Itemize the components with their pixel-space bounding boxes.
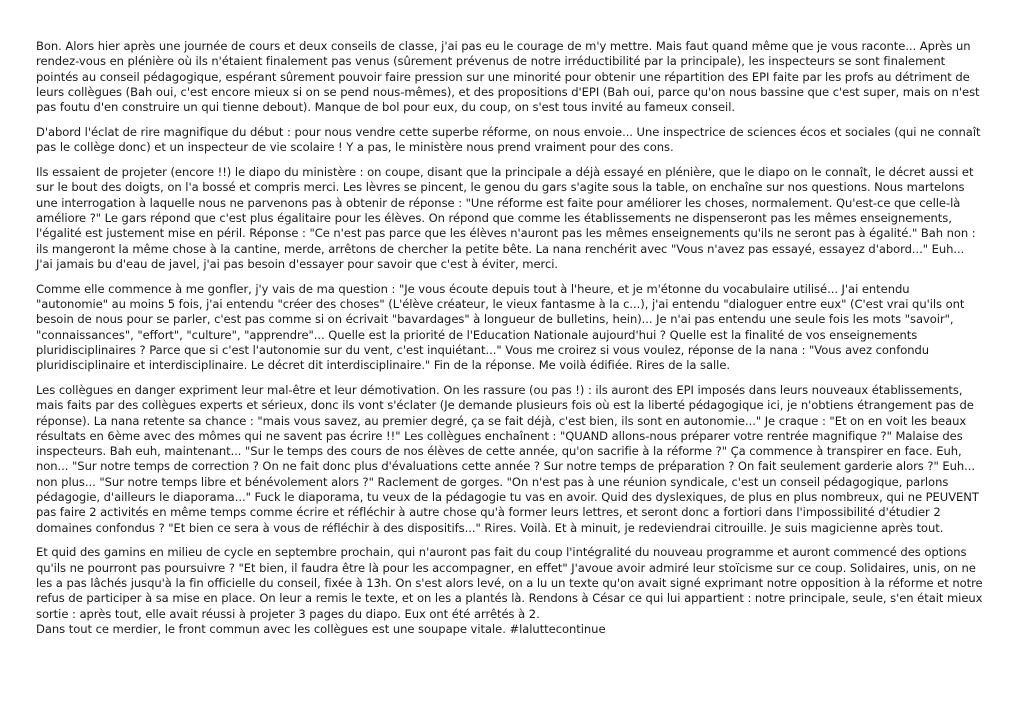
paragraph-inspectors: D'abord l'éclat de rire magnifique du début : pour nous vendre cette superbe réforme, on nous envoie... Une inspectrice de sciences écos et sociales (qui ne connaît pas le collège donc) et un inspecteur de vie scolaire ! Y a pas, le ministère nous prend vraiment pour des cons. (36, 124, 981, 155)
paragraph-diapo: Ils essaient de projeter (encore !!) le diapo du ministère : on coupe, disant que la principale a déjà essayé en plénière, que le diapo on le connaît, le décret aussi et sur le bout des doigts, on l'a bossé et compris merci. Les lèvres se pincent, le genou du gars s'agite sous la table, on enchaîne sur nos questions. Nous martelons une interrogation à laquelle nous ne parvenons pas à obtenir de réponse : "Une réforme est faite pour améliorer les choses, normalement. Qu'est-ce que celle-là améliore ?" Le gars répond que c'est plus égalitaire pour les élèves. On répond que comme les établissements ne dispenseront pas les mêmes enseignements, l'égalité est justement mise en péril. Réponse : "Ce n'est pas parce que les élèves n'auront pas les mêmes enseignements qu'ils ne seront pas à égalité." Bah non : ils mangeront la même chose à la cantine, merde, arrêtons de chercher la petite bête. La nana renchérit avec "Vous n'avez pas essayé, essayez d'abord..." Euh... J'ai jamais bu d'eau de javel, j'ai pas besoin d'essayer pour savoir que c'est à éviter, merci. (36, 165, 976, 271)
paragraph-intro: Bon. Alors hier après une journée de cours et deux conseils de classe, j'ai pas eu le courage de m'y mettre. Mais faut quand même que je vous raconte... Après un rendez-vous en plénière où ils n'étaient finalement pas venus (sûrement prévenus de notre irréductibilité par la principale), les inspecteurs se sont finalement pointés au conseil pédagogique, espérant sûrement pouvoir faire pression sur une minorité pour obtenir une répartition des EPI faite par les profs au détriment de leurs collègues (Bah oui, c'est encore mieux si on se pend nous-mêmes), et des propositions d'EPI (Bah oui, parce qu'on nous bassine que c'est super, mais on n'est pas foutu d'en construire un qui tienne debout). Manque de bol pour eux, du coup, on s'est tous invité au fameux conseil. (36, 39, 980, 115)
paragraph-conclusion: Et quid des gamins en milieu de cycle en septembre prochain, qui n'auront pas fait du coup l'intégralité du nouveau programme et auront commencé des options qu'ils ne pourront pas poursuivre ? "Et bien, il faudra être là pour les accompagner, en effet" J'avoue avoir admiré leur stoïcisme sur ce coup. Solidaires, unis, on ne les a pas lâchés jusqu'à la fin officielle du conseil, fixée à 13h. On s'est alors levé, on a lu un texte qu'on avait signé exprimant notre opposition à la réforme et notre refus de participer à sa mise en place. On leur a remis le texte, et on les a plantés là. Rendons à César ce qui lui appartient : notre principale, seule, s'en était mieux sortie : après tout, elle avait réussi à projeter 3 pages du diapo. Eux ont été arrêtés à 2. (36, 545, 983, 621)
paragraph-closing: Dans tout ce merdier, le front commun avec les collègues est une soupape vitale. #laluttecontinue (36, 621, 606, 636)
paragraph-question: Comme elle commence à me gonfler, j'y vais de ma question : "Je vous écoute depuis tout à l'heure, et je m'étonne du vocabulaire utilisé... J'ai entendu "autonomie" au moins 5 fois, j'ai entendu "créer des choses" (L'élève créateur, le vieux fantasme à la c...), j'ai entendu "dialoguer entre eux" (C'est vrai qu'ils ont besoin de nous pour se parler, c'est pas comme si on écrivait "bavardages" à longueur de bulletins, hein)... Je n'ai pas entendu une seule fois les mots "savoir", "connaissances", "effort", "culture", "apprendre"... Quelle est la priorité de l'Education Nationale aujourd'hui ? Quelle est la finalité de vos enseignements pluridisciplinaires ? Parce que si c'est l'autonomie sur du vent, c'est inquiétant..." Vous me croirez si vous voulez, réponse de la nana : "Vous avez confondu pluridisciplinaire et interdisciplinaire. Le décret dit interdisciplinaire." Fin de la réponse. Me voilà édifiée. Rires de la salle. (36, 281, 965, 373)
document-body (36, 39, 984, 637)
paragraph-colleagues: Les collègues en danger expriment leur mal-être et leur démotivation. On les rassure (ou pas !) : ils auront des EPI imposés dans leurs nouveaux établissements, mais faits par des collègues experts et sérieux, donc ils vont s'éclater (Je demande plusieurs fois où est la liberté pédagogique ici, je n'obtiens étrangement pas de réponse). La nana retente sa chance : "mais vous savez, au premier degré, ça se fait déjà, c'est bien, ils sont en autonomie..." Je craque : "Et on en voit les beaux résultats en 6ème avec des mômes qui ne savent pas écrire !!" Les collègues enchaînent : "QUAND allons-nous préparer votre rentrée magnifique ?" Malaise des inspecteurs. Bah euh, maintenant... "Sur le temps des cours de nos élèves de cette année, qu'on sacrifie à la réforme ?" Ça commence à transpirer en face. Euh, non... "Sur notre temps de correction ? On ne fait donc plus d'évaluations cette année ? Sur notre temps de préparation ? On fait seulement garderie alors ?" Euh... non plus... "Sur notre temps libre et bénévolement alors ?" Raclement de gorges. "On n'est pas à une réunion syndicale, c'est un conseil pédagogique, parlons pédagogie, d'ailleurs le diaporama..." Fuck le diaporama, tu veux de la pédagogie tu vas en avoir. Quid des dyslexiques, de plus en plus nombreux, qui ne PEUVENT pas faire 2 activités en même temps comme écrire et réfléchir à autre chose qu'à former leurs lettres, et seront donc a fortiori dans l'impossibilité d'étudier 2 domaines confondus ? "Et bien ce sera à vous de réfléchir à des dispositifs..." Rires. Voilà. Et à minuit, je redeviendrai citrouille. Je suis magicienne après tout. (36, 382, 979, 535)
